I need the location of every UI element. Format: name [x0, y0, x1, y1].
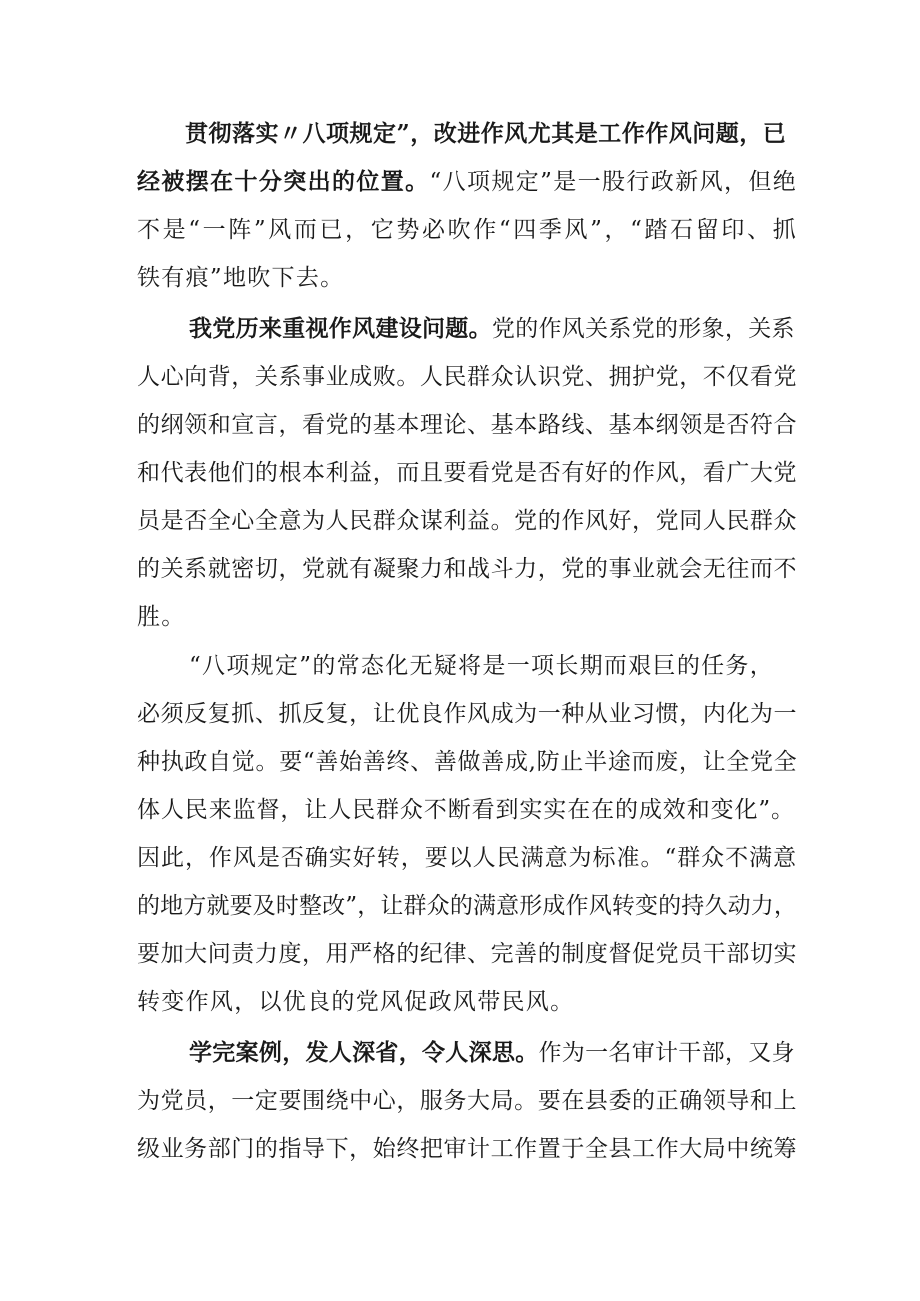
- paragraph-4-line-3: 级业务部门的指导下，始终把审计工作置于全县工作大局中统筹: [137, 1136, 797, 1162]
- paragraph-3-line-7: 要加大问责力度，用严格的纪律、完善的制度督促党员干部切实: [137, 941, 797, 967]
- paragraph-2-line-6: 的关系就密切，党就有凝聚力和战斗力，党的事业就会无往而不: [137, 556, 797, 582]
- bold-lead: 经被摆在十分突出的位置。: [137, 168, 430, 195]
- paragraph-3-line-3: 种执政自觉。要“善始善终、善做善成,防止半途而废，让全党全: [137, 749, 798, 775]
- paragraph-1-line-2: 经被摆在十分突出的位置。“八项规定”是一股行政新风，但绝: [137, 168, 797, 195]
- bold-lead: 学完案例，发人深省，令人深思。: [189, 1039, 539, 1066]
- paragraph-1-line-3: 不是“一阵”风而已，它势必吹作“四季风”，“踏石留印、抓: [137, 217, 797, 243]
- paragraph-3-line-2: 必须反复抓、抓反复，让优良作风成为一种从业习惯，内化为一: [137, 701, 797, 727]
- paragraph-3-line-4: 体人民来监督，让人民群众不断看到实实在在的成效和变化”。: [137, 797, 795, 823]
- bold-lead: 贯彻落实〃八项规定”，改进作风尤其是工作作风问题，已: [185, 120, 787, 147]
- paragraph-1-line-4: 铁有痕”地吹下去。: [137, 265, 345, 291]
- paragraph-3-line-1: “八项规定”的常态化无疑将是一项长期而艰巨的任务，: [189, 653, 775, 679]
- paragraph-2-line-5: 员是否全心全意为人民群众谋利益。党的作风好，党同人民群众: [137, 508, 797, 534]
- paragraph-1-line-1: [185, 110, 790, 158]
- paragraph-4-line-2: 为党员，一定要围绕中心，服务大局。要在县委的正确领导和上: [137, 1088, 797, 1114]
- paragraph-4-line-1: 学完案例，发人深省，令人深思。作为一名审计干部，又身: [189, 1039, 795, 1066]
- paragraph-3-line-6: 的地方就要及时整改”，让群众的满意形成作风转变的持久动力，: [137, 893, 797, 919]
- paragraph-2-line-3: 的纲领和宣言，看党的基本理论、基本路线、基本纲领是否符合: [137, 412, 797, 438]
- paragraph-3-line-5: 因此，作风是否确实好转，要以人民满意为标准。“群众不满意: [137, 845, 797, 871]
- paragraph-3-line-8: 转变作风，以优良的党风促政风带民风。: [137, 989, 575, 1015]
- paragraph-2-line-7: 胜。: [137, 604, 186, 630]
- paragraph-2-line-4: 和代表他们的根本利益，而且要看党是否有好的作风，看广大党: [137, 460, 797, 486]
- paragraph-2-line-2: 人心向背，关系事业成败。人民群众认识党、拥护党，不仅看党: [137, 364, 797, 390]
- paragraph-2-line-1: 我党历来重视作风建设问题。党的作风关系党的形象，关系: [189, 315, 795, 342]
- bold-lead: 我党历来重视作风建设问题。: [189, 315, 492, 342]
